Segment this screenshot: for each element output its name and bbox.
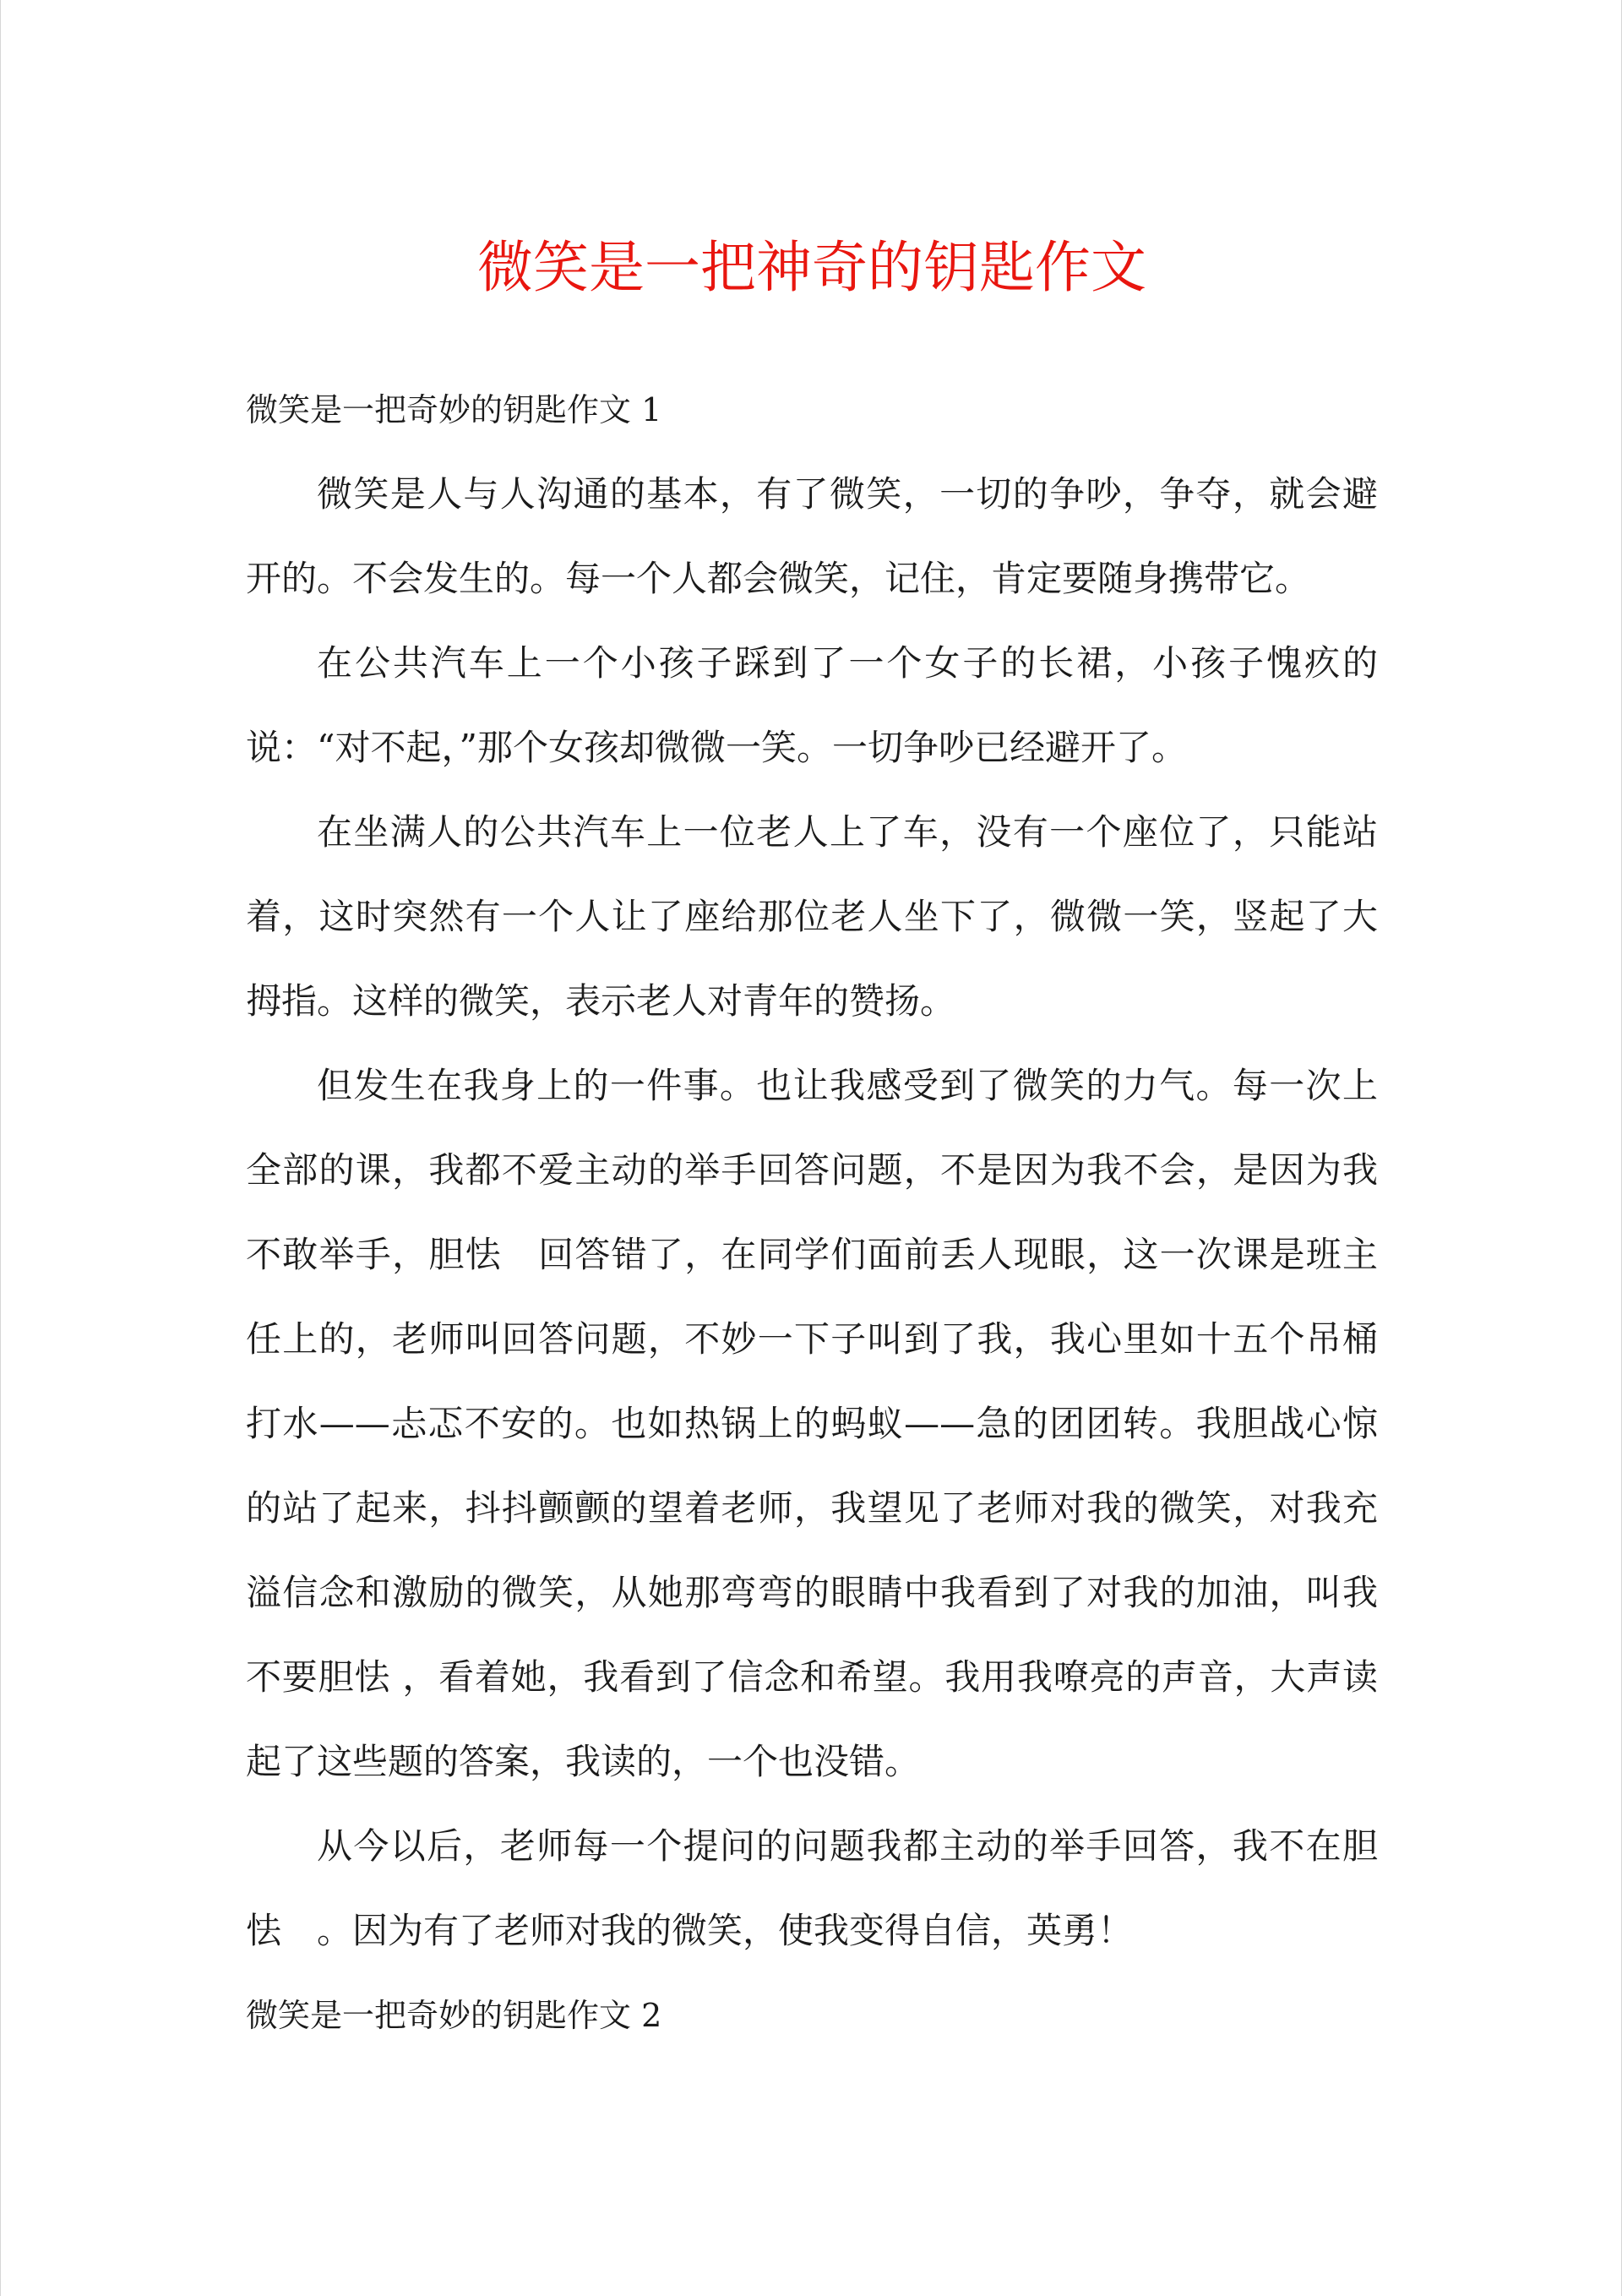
paragraph: 在坐满人的公共汽车上一位老人上了车，没有一个座位了，只能站着，这时突然有一个人让了座给那位老人坐下了，微微一笑，竖起了大拇指。这样的微笑，表示老人对青年的赞扬。	[246, 811, 1378, 1022]
section-1	[246, 368, 1378, 1973]
paragraph: 在公共汽车上一个小孩子踩到了一个女子的长裙，小孩子愧疚的说：“对不起，”那个女孩却微微一笑。一切争吵已经避开了。	[246, 642, 1378, 768]
section-2	[246, 1973, 1378, 2058]
paragraph: 从今以后，老师每一个提问的问题我都主动的举手回答，我不在胆怯 。因为有了老师对我的微笑，使我变得自信，英勇！	[246, 1825, 1378, 1951]
paragraph: 微笑是人与人沟通的基本，有了微笑，一切的争吵，争夺，就会避开的。不会发生的。每一个人都会微笑，记住，肯定要随身携带它。	[246, 473, 1378, 599]
document-body	[246, 368, 1378, 2058]
section-heading: 微笑是一把奇妙的钥匙作文 2	[246, 1997, 662, 2034]
section-heading: 微笑是一把奇妙的钥匙作文 1	[246, 391, 662, 428]
document-title: 微笑是一把神奇的钥匙作文	[477, 235, 1146, 300]
paragraph: 但发生在我身上的一件事。也让我感受到了微笑的力气。每一次上全部的课，我都不爱主动的举手回答问题，不是因为我不会，是因为我不敢举手，胆怯 回答错了，在同学们面前丢人现眼，这一次课是班主任上的，老师叫回答问题，不妙一下子叫到了我，我心里如十五个吊桶打水——忐忑不安的。也如热锅上的蚂蚁——急的团团转。我胆战心惊的站了起来，抖抖颤颤的望着老师，我望见了老师对我的微笑，对我充溢信念和激励的微笑，从她那弯弯的眼睛中我看到了对我的加油，叫我不要胆怯 ，看着她，我看到了信念和希望。我用我嘹亮的声音，大声读起了这些题的答案，我读的，一个也没错。	[246, 1065, 1378, 1782]
